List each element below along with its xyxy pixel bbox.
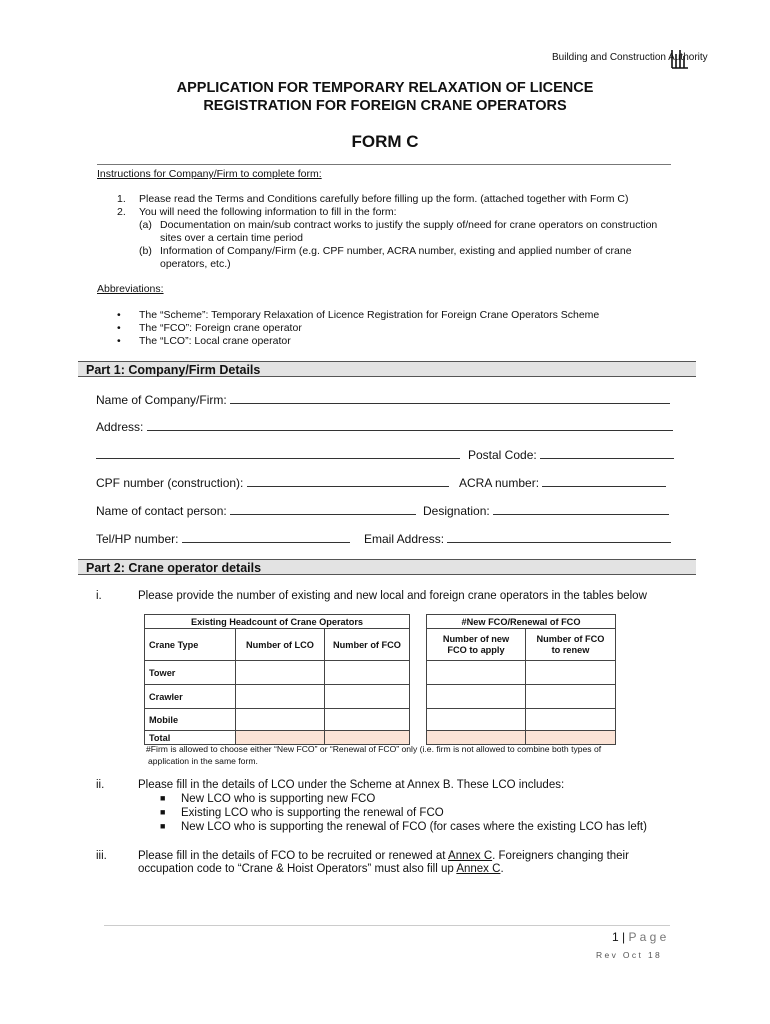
row-mobile: Mobile [145, 709, 236, 731]
acra-field[interactable] [459, 476, 666, 490]
cell-input[interactable] [526, 709, 616, 731]
contact-person-label: Name of contact person: [96, 504, 227, 518]
square-bullet-icon: ■ [160, 793, 166, 803]
footer-divider [104, 925, 670, 926]
designation-blank[interactable] [493, 504, 669, 515]
title-line-1: APPLICATION FOR TEMPORARY RELAXATION OF LICENCE [176, 80, 594, 96]
lco-bullet-2: Existing LCO who is supporting the renewal of FCO [181, 807, 444, 819]
page-word: P a g e [628, 930, 667, 944]
table-note-line-2: application in the same form. [148, 756, 258, 766]
instruction-sub-a-label: (a) [139, 219, 152, 231]
annex-c-link[interactable]: Annex C [456, 863, 501, 875]
cell-total[interactable] [427, 731, 526, 745]
company-name-label: Name of Company/Firm: [96, 393, 227, 407]
instruction-2-number: 2. [117, 206, 126, 218]
cell-input[interactable] [427, 709, 526, 731]
instruction-sub-b-line-2: operators, etc.) [160, 258, 231, 270]
cell-input[interactable] [325, 661, 410, 685]
cell-input[interactable] [236, 661, 325, 685]
page-number [612, 930, 666, 944]
square-bullet-icon: ■ [160, 821, 166, 831]
abbrev-fco: The “FCO”: Foreign crane operator [139, 322, 302, 334]
form-title: FORM C [351, 132, 419, 151]
cell-input[interactable] [526, 661, 616, 685]
instruction-2: You will need the following information to fill in the form: [139, 206, 397, 218]
abbreviations-heading: Abbreviations: [97, 283, 164, 295]
item-iii-text-pre: Please fill in the details of FCO to be recruited or renewed at [138, 850, 449, 862]
part2-heading: Part 2: Crane operator details [78, 559, 696, 575]
lco-bullet-3: New LCO who is supporting the renewal of FCO (for cases where the existing LCO has left) [181, 821, 647, 833]
tel-label: Tel/HP number: [96, 532, 179, 546]
cell-total[interactable] [236, 731, 325, 745]
part2-item-iii-line-1 [138, 850, 629, 862]
tel-blank[interactable] [182, 532, 350, 543]
acra-label: ACRA number: [459, 476, 540, 490]
address-line-2-blank[interactable] [96, 448, 460, 459]
abbrev-bullet: • [117, 309, 121, 321]
page-sep: | [622, 930, 626, 944]
cell-input[interactable] [325, 685, 410, 709]
col-renew-line-2: to renew [551, 644, 590, 655]
part2-item-iii-number: iii. [96, 850, 107, 862]
cpf-label: CPF number (construction): [96, 476, 244, 490]
cell-input[interactable] [325, 709, 410, 731]
lco-bullet-1: New LCO who is supporting new FCO [181, 793, 376, 805]
abbrev-bullet: • [117, 322, 121, 334]
page-num: 1 [612, 930, 619, 944]
new-fco-table [426, 614, 616, 745]
contact-person-field[interactable] [96, 504, 416, 518]
revision: R e v O c t 1 8 [596, 950, 660, 960]
contact-person-blank[interactable] [230, 504, 416, 515]
new-header: #New FCO/Renewal of FCO [427, 615, 616, 629]
table-note-line-1: #Firm is allowed to choose either “New FCO” or “Renewal of FCO” only (i.e. firm is not allowed to combine both types of [146, 744, 602, 754]
acra-blank[interactable] [542, 476, 666, 487]
col-new-line-1: Number of new [442, 633, 510, 644]
cpf-blank[interactable] [247, 476, 449, 487]
square-bullet-icon: ■ [160, 807, 166, 817]
col-new-line-2: FCO to apply [447, 644, 505, 655]
cell-input[interactable] [427, 685, 526, 709]
instruction-1: Please read the Terms and Conditions carefully before filling up the form. (attached together with Form C) [139, 193, 629, 205]
email-field[interactable] [364, 532, 671, 546]
part2-item-i-text: Please provide the number of existing and new local and foreign crane operators in the tables below [138, 590, 647, 602]
item-iii-line2-post: . [500, 863, 504, 875]
instructions-heading: Instructions for Company/Firm to complete form: [97, 168, 322, 180]
item-iii-line2-pre: occupation code to “Crane & Hoist Operators” must also fill up [138, 863, 457, 875]
email-blank[interactable] [447, 532, 671, 543]
col-lco: Number of LCO [236, 629, 325, 661]
email-label: Email Address: [364, 532, 445, 546]
logo-text: Building and Construction Authority [552, 52, 708, 63]
title-line-2: REGISTRATION FOR FOREIGN CRANE OPERATORS [203, 98, 567, 114]
row-crawler: Crawler [145, 685, 236, 709]
abbrev-lco: The “LCO”: Local crane operator [139, 335, 291, 347]
postal-code-label: Postal Code: [468, 448, 537, 462]
cell-total[interactable] [526, 731, 616, 745]
part2-item-i-number: i. [96, 590, 102, 602]
designation-field[interactable] [423, 504, 669, 518]
address-blank[interactable] [147, 420, 673, 431]
designation-label: Designation: [423, 504, 490, 518]
instruction-sub-a-line-1: Documentation on main/sub contract works to justify the supply of/need for crane operators on construction [160, 219, 658, 231]
row-total: Total [145, 731, 236, 745]
col-renew-line-1: Number of FCO [536, 633, 605, 644]
cell-input[interactable] [236, 709, 325, 731]
instruction-sub-b-line-1: Information of Company/Firm (e.g. CPF number, ACRA number, existing and applied number of crane [160, 245, 632, 257]
cell-input[interactable] [236, 685, 325, 709]
cpf-field[interactable] [96, 476, 449, 490]
logo-mark-icon [670, 48, 690, 70]
address-field[interactable] [96, 420, 673, 434]
instruction-sub-b-label: (b) [139, 245, 152, 257]
col-crane-type: Crane Type [145, 629, 236, 661]
part1-heading: Part 1: Company/Firm Details [78, 361, 696, 377]
abbrev-scheme: The “Scheme”: Temporary Relaxation of Licence Registration for Foreign Crane Operators Scheme [139, 309, 600, 321]
col-new-fco [427, 629, 526, 661]
company-name-field[interactable] [96, 393, 670, 407]
item-iii-text-post: . Foreigners changing their [492, 850, 629, 862]
abbrev-bullet: • [117, 335, 121, 347]
tel-field[interactable] [96, 532, 350, 546]
postal-code-blank[interactable] [540, 448, 674, 459]
company-name-blank[interactable] [230, 393, 670, 404]
part2-item-iii-line-2 [138, 863, 504, 875]
instruction-sub-a-line-2: sites over a certain time period [160, 232, 303, 244]
col-fco: Number of FCO [325, 629, 410, 661]
col-renew-fco [526, 629, 616, 661]
cell-input[interactable] [526, 685, 616, 709]
bca-logo [552, 48, 708, 70]
row-tower: Tower [145, 661, 236, 685]
part2-item-ii-number: ii. [96, 779, 105, 791]
cell-input[interactable] [427, 661, 526, 685]
divider [97, 164, 671, 165]
part2-item-ii-text: Please fill in the details of LCO under the Scheme at Annex B. These LCO includes: [138, 779, 565, 791]
address-label: Address: [96, 420, 144, 434]
instruction-1-number: 1. [117, 193, 126, 205]
postal-code-field[interactable] [468, 448, 674, 462]
address-line-2-field[interactable] [96, 448, 460, 462]
existing-header: Existing Headcount of Crane Operators [145, 615, 410, 629]
annex-c-link[interactable]: Annex C [448, 850, 493, 862]
existing-headcount-table [144, 614, 410, 745]
cell-total[interactable] [325, 731, 410, 745]
